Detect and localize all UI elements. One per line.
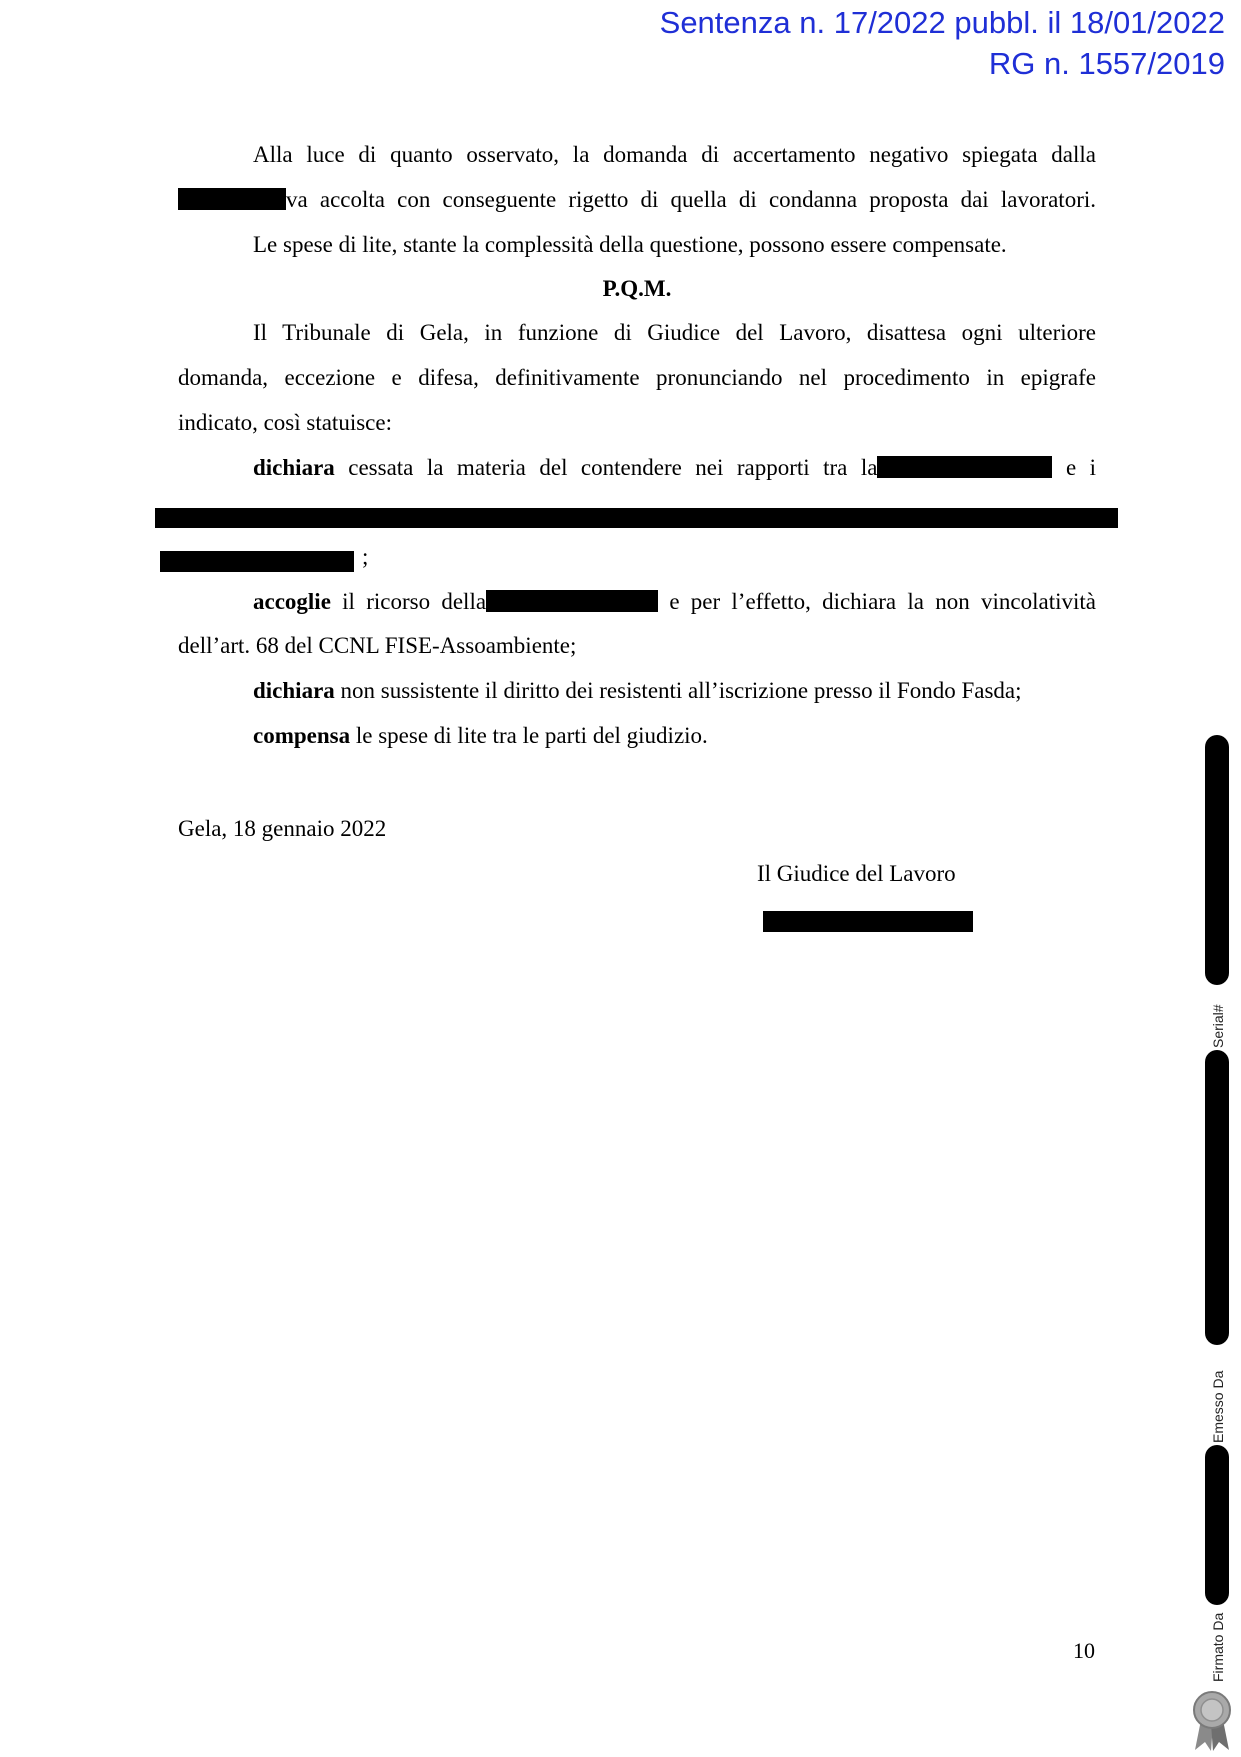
- paragraph-line: Le spese di lite, stante la complessità della questione, possono essere compensate.: [253, 232, 1007, 257]
- dichiara-fasda-line: dichiara non sussistente il diritto dei resistenti all’iscrizione presso il Fondo Fasda;: [253, 678, 1022, 703]
- place-date: Gela, 18 gennaio 2022: [178, 816, 387, 841]
- dichiara-cessata-line: dichiara cessata la materia del contendere nei rapporti tra la e i: [253, 455, 1097, 480]
- redacted-names-line-end: ;: [362, 544, 369, 569]
- paragraph-line: domanda, eccezione e difesa, definitivamente pronunciando nel procedimento in epigrafe: [178, 365, 1096, 390]
- compensa-line: compensa le spese di lite tra le parti del giudizio.: [253, 723, 708, 748]
- paragraph-line: indicato, così statuisce:: [178, 410, 392, 435]
- paragraph-line: Alla luce di quanto osservato, la domanda di accertamento negativo spiegata dalla: [253, 142, 1096, 167]
- signature-redaction: [1205, 735, 1229, 985]
- signature-redaction: [1205, 1050, 1229, 1345]
- document-header: [660, 2, 1225, 84]
- redaction-bar: [160, 551, 354, 572]
- paragraph-line: Il Tribunale di Gela, in funzione di Giudice del Lavoro, disattesa ogni ulteriore: [253, 320, 1096, 345]
- paragraph-line: dell’art. 68 del CCNL FISE-Assoambiente;: [178, 633, 577, 658]
- sentence-reference: Sentenza n. 17/2022 pubbl. il 18/01/2022: [659, 5, 1225, 40]
- page-number: 10: [1073, 1638, 1095, 1663]
- digital-signature-seal-icon: [1187, 1690, 1237, 1757]
- docket-number: RG n. 1557/2019: [988, 46, 1225, 81]
- redaction-bar: [155, 508, 1118, 528]
- redaction-bar: [877, 456, 1052, 478]
- serial-label: Serial#: [1210, 1004, 1226, 1048]
- issuer-label: Emesso Da: [1210, 1370, 1226, 1443]
- signature-redaction: [1205, 1445, 1229, 1605]
- accoglie-line: accoglie il ricorso della e per l’effetto, dichiara la non vincolatività: [253, 589, 1096, 614]
- judge-title: Il Giudice del Lavoro: [757, 861, 956, 886]
- judge-name-redaction: [763, 911, 973, 932]
- redaction-bar: [486, 590, 658, 612]
- signed-by-label: Firmato Da: [1210, 1612, 1226, 1682]
- paragraph-line: va accolta con conseguente rigetto di quella di condanna proposta dai lavoratori.: [178, 185, 1096, 215]
- redaction-bar: [178, 188, 286, 210]
- pqm-heading: P.Q.M.: [602, 276, 672, 301]
